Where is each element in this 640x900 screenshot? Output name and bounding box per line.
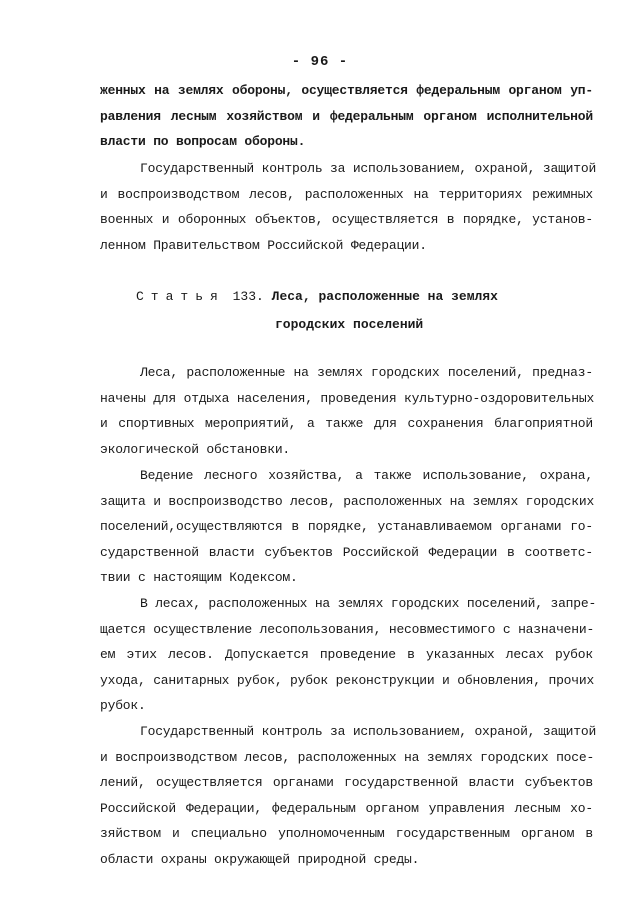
text-line: Государственный контроль за использованием, охраной, защитой: [140, 724, 597, 739]
text-line: и воспроизводством лесов, расположенных на землях городских посе-: [100, 749, 595, 765]
text-line: военных и оборонных объектов, осуществляется в порядке, установ-: [100, 212, 593, 228]
text-line: защита и воспроизводство лесов, расположенных на землях городских: [100, 493, 595, 509]
text-line: ухода, санитарных рубок, рубок реконструкции и обновления, прочих: [100, 672, 595, 688]
text-line: ем этих лесов. Допускается проведение в указанных лесах рубок: [100, 647, 593, 663]
article-title-line1: Леса, расположенные на землях: [271, 289, 498, 304]
text-line: начены для отдыха населения, проведения культурно-оздоровительных: [100, 390, 595, 406]
text-line: экологической обстановки.: [100, 441, 291, 457]
paragraph-continuation: [100, 78, 593, 155]
paragraph-purpose: [100, 360, 593, 462]
paragraph-forest-management: [100, 463, 593, 591]
article-heading: [0, 283, 640, 339]
text-line: лений, осуществляется органами государственной власти субъектов: [100, 775, 593, 791]
text-line: рубок.: [100, 698, 146, 714]
paragraph-prohibitions: [100, 591, 597, 719]
text-line: и спортивных мероприятий, а также для сохранения благоприятной: [100, 416, 593, 432]
text-line: равления лесным хозяйством и федеральным органом исполнительной: [100, 108, 593, 124]
article-title-line2: городских поселений: [275, 317, 424, 332]
paragraph-state-control-urban: [100, 719, 597, 873]
text-line: Российской Федерации, федеральным органом управления лесным хо-: [100, 800, 593, 816]
text-line: зяйством и специально уполномоченным государственным органом в: [100, 826, 593, 842]
page-number: - 96 -: [291, 54, 349, 70]
article-number: 133.: [232, 289, 264, 304]
paragraph-state-control-defense: [100, 156, 597, 258]
text-line: поселений,осуществляются в порядке, устанавливаемом органами го-: [100, 519, 593, 535]
text-line: В лесах, расположенных на землях городских поселений, запре-: [140, 596, 597, 611]
text-line: щается осуществление лесопользования, несовместимого с назначени-: [100, 621, 595, 637]
text-line: Леса, расположенные на землях городских поселений, предназ-: [140, 365, 593, 380]
text-line: ленном Правительством Российской Федерации.: [100, 237, 427, 253]
text-line: Государственный контроль за использованием, охраной, защитой: [140, 161, 597, 176]
article-label: Статья: [136, 289, 225, 304]
text-line: Ведение лесного хозяйства, а также использование, охрана,: [140, 468, 593, 483]
text-line: и воспроизводством лесов, расположенных на территориях режимных: [100, 186, 593, 202]
text-line: власти по вопросам обороны.: [100, 134, 306, 150]
text-line: области охраны окружающей природной среды.: [100, 851, 420, 867]
text-line: женных на землях обороны, осуществляется федеральным органом уп-: [100, 83, 593, 98]
text-line: сударственной власти субъектов Российской Федерации в соответс-: [100, 544, 593, 560]
text-line: твии с настоящим Кодексом.: [100, 570, 298, 586]
